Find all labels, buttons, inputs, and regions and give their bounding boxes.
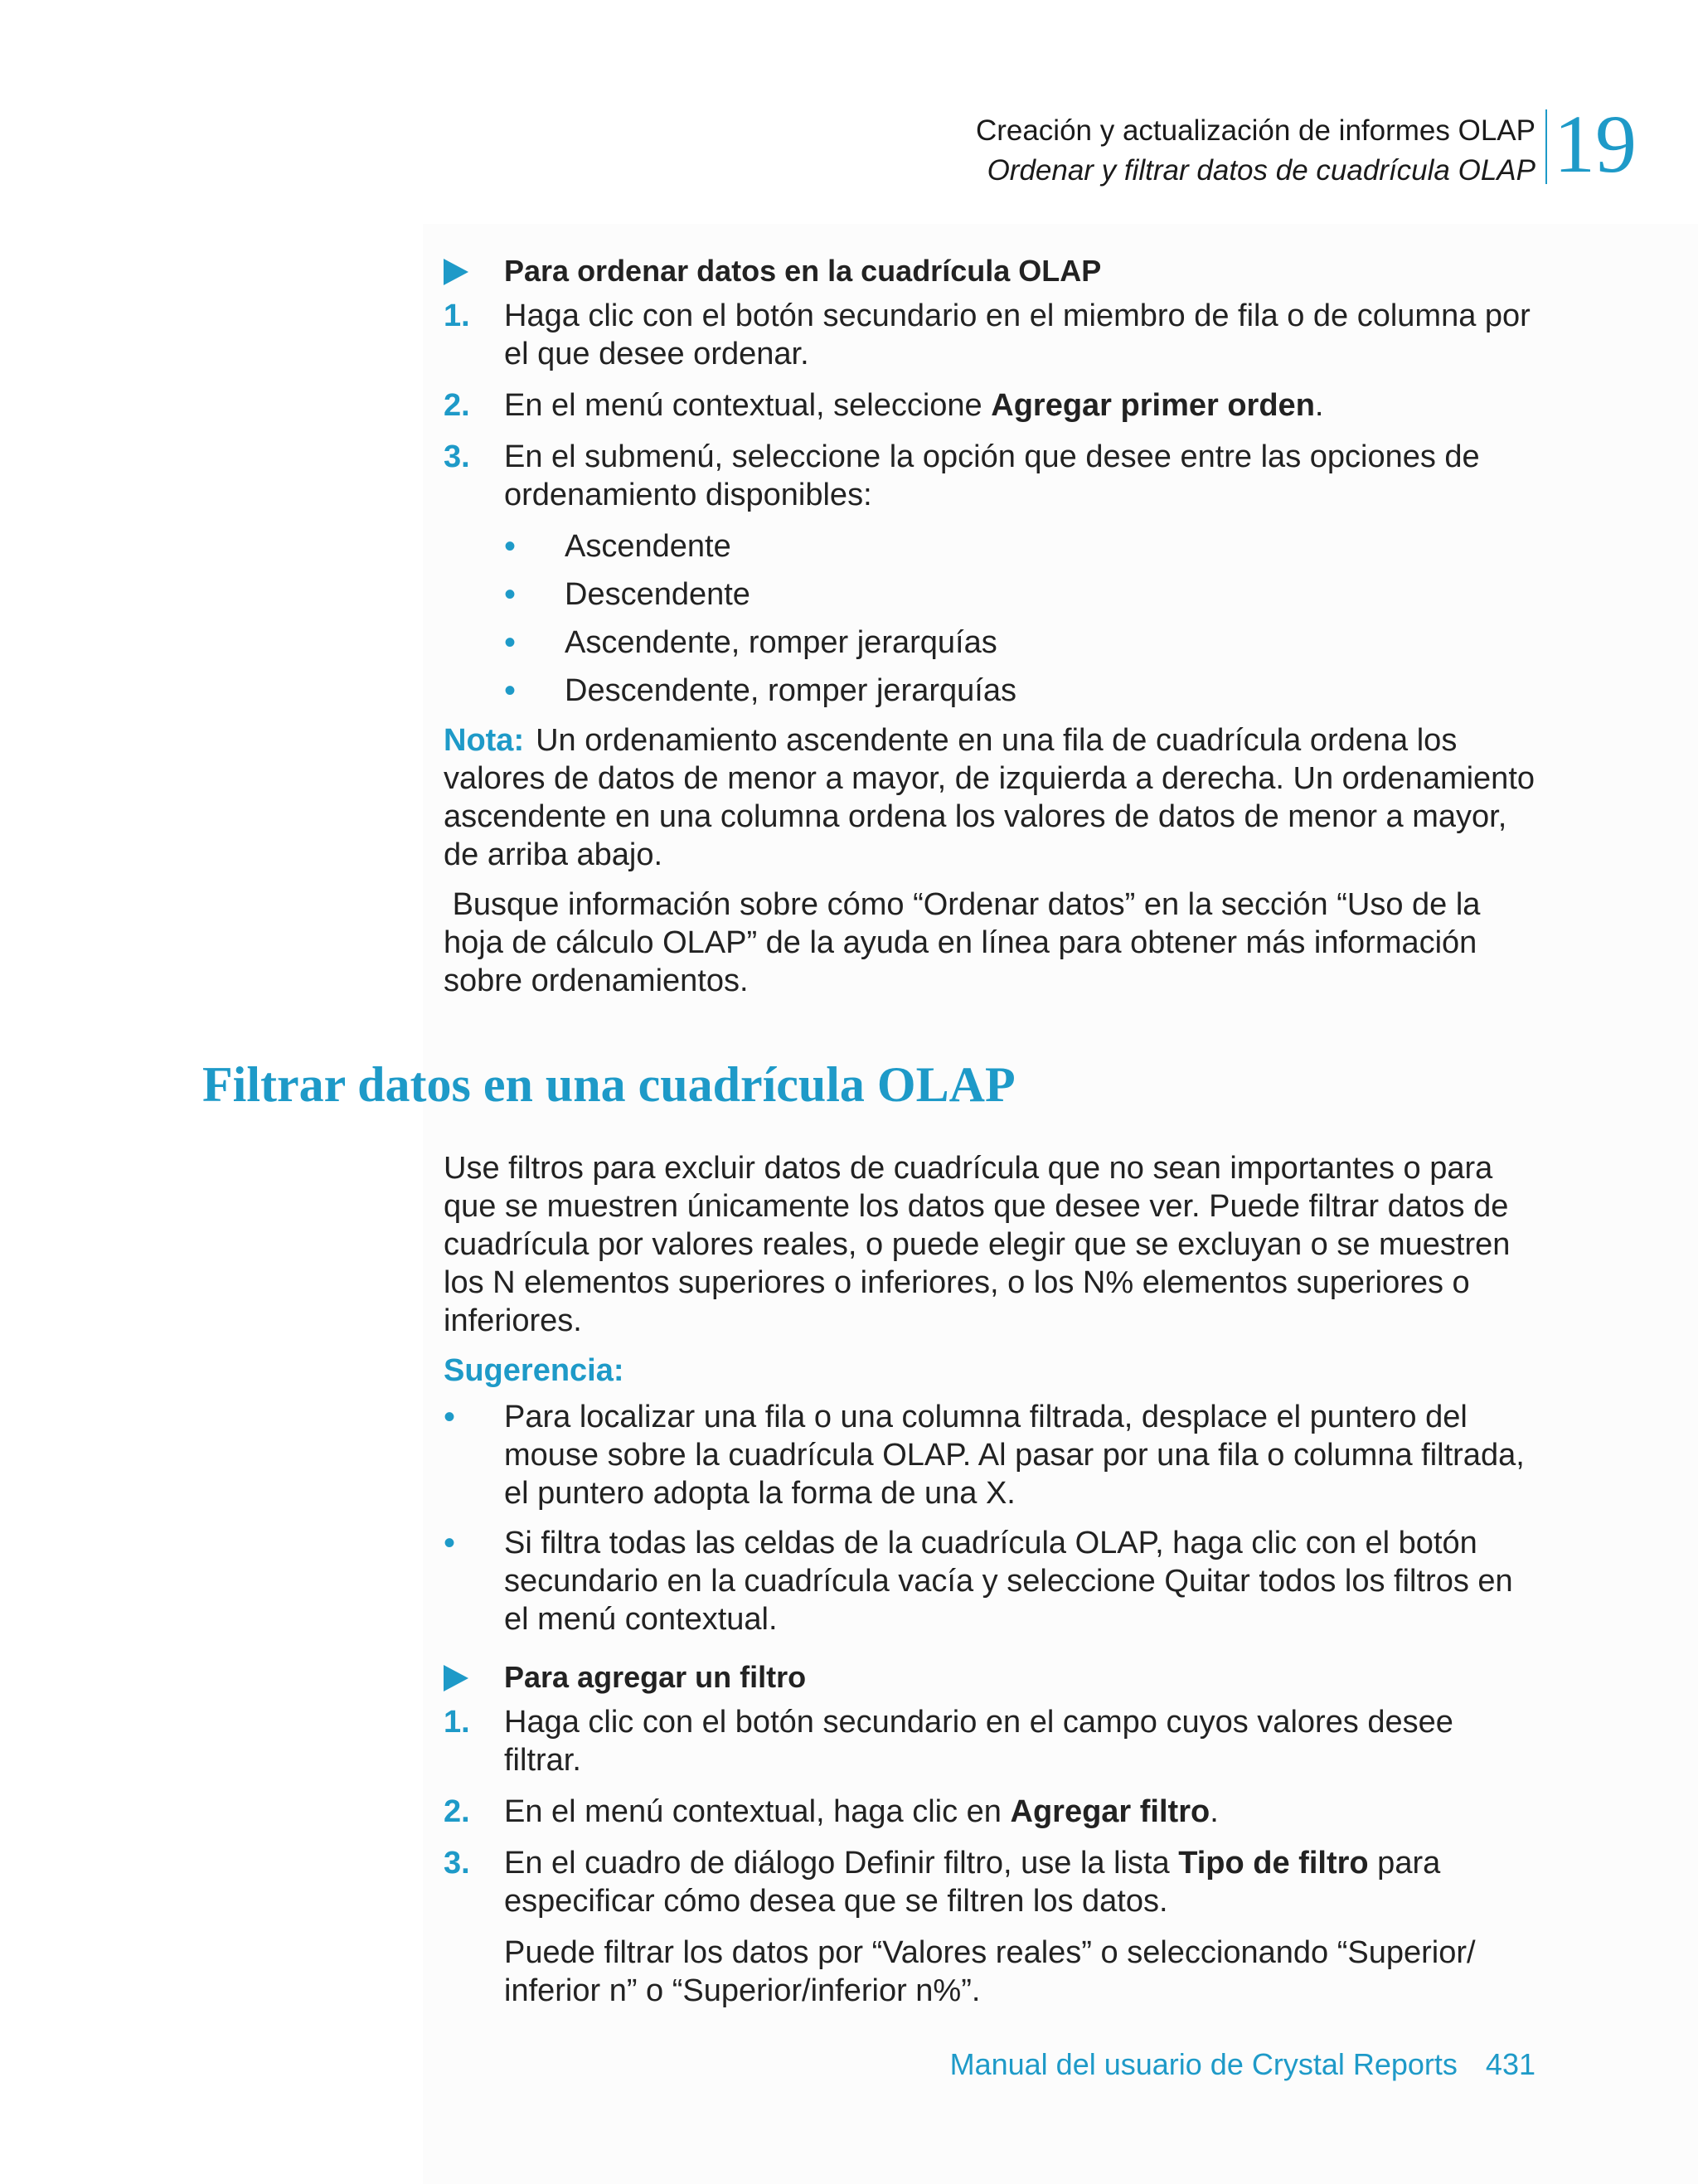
step-text: En el submenú, seleccione la opción que desee entre las opciones de ordenamiento disponibles: bbox=[504, 439, 1480, 512]
bullet-icon: • bbox=[504, 528, 517, 565]
bullet-icon: • bbox=[444, 1525, 456, 1561]
sort-step-1 bbox=[444, 297, 1538, 373]
list-item bbox=[504, 527, 1538, 565]
filter-step-1 bbox=[444, 1703, 1538, 1779]
reference-paragraph: Busque información sobre cómo “Ordenar datos” en la sección “Uso de la hoja de cálculo OLAP” de la ayuda en línea para obtener más información sobre ordenamientos. bbox=[444, 887, 1489, 998]
list-item-text: Descendente, romper jerarquías bbox=[565, 673, 1016, 708]
list-item bbox=[504, 624, 1538, 662]
chapter-number: 19 bbox=[1554, 98, 1637, 190]
procedure-heading-sort bbox=[444, 252, 1538, 290]
step-continuation: Puede filtrar los datos por “Valores reales” o seleccionando “Superior/ inferior n” o “Superior/inferior n%”. bbox=[504, 1935, 1476, 2008]
procedure-heading-text: Para agregar un filtro bbox=[504, 1660, 807, 1694]
sort-step-3 bbox=[444, 438, 1538, 514]
upper-content bbox=[444, 252, 1538, 1012]
step-number: 2. bbox=[444, 1794, 470, 1829]
bullet-icon: • bbox=[504, 576, 517, 613]
list-item-text: Si filtra todas las celdas de la cuadrícula OLAP, haga clic con el botón secundario en la cuadrícula vacía y seleccione Quitar todos los filtros en el menú contextual. bbox=[504, 1526, 1513, 1637]
triangle-arrow-icon bbox=[444, 259, 468, 285]
step-number: 2. bbox=[444, 388, 470, 423]
list-item-text: Ascendente, romper jerarquías bbox=[565, 625, 997, 660]
step-number: 1. bbox=[444, 298, 470, 333]
list-item-text: Para localizar una fila o una columna filtrada, desplace el puntero del mouse sobre la cuadrícula OLAP. Al pasar por una fila o columna filtrada, el puntero adopta la forma de una X. bbox=[504, 1400, 1525, 1511]
triangle-arrow-icon bbox=[444, 1665, 468, 1691]
step-text-bold: Tipo de filtro bbox=[1178, 1846, 1369, 1881]
procedure-heading-text: Para ordenar datos en la cuadrícula OLAP bbox=[504, 254, 1102, 288]
tips-list bbox=[444, 1398, 1538, 1638]
step-text-end: para especificar cómo desea que se filtren los datos. bbox=[504, 1846, 1441, 1919]
list-item-text: Ascendente bbox=[565, 529, 731, 564]
page-footer bbox=[950, 2046, 1535, 2083]
tip-label: Sugerencia: bbox=[444, 1353, 624, 1388]
filter-step-3 bbox=[444, 1844, 1538, 1920]
step-text-end: . bbox=[1314, 388, 1324, 423]
section-subtitle: Ordenar y filtrar datos de cuadrícula OLAP bbox=[987, 154, 1535, 187]
step-text: En el menú contextual, seleccione bbox=[504, 388, 992, 423]
step-text: Haga clic con el botón secundario en el campo cuyos valores desee filtrar. bbox=[504, 1705, 1453, 1778]
sort-options-list bbox=[504, 527, 1538, 710]
note-label: Nota: bbox=[444, 723, 525, 758]
list-item bbox=[504, 575, 1538, 614]
step-number: 3. bbox=[444, 439, 470, 474]
step-text-end: . bbox=[1210, 1794, 1219, 1829]
bullet-icon: • bbox=[504, 624, 517, 661]
step-text: En el menú contextual, haga clic en bbox=[504, 1794, 1011, 1829]
filter-intro: Use filtros para excluir datos de cuadrícula que no sean importantes o para que se muestren únicamente los datos que desee ver. Puede filtrar datos de cuadrícula por valores reales, o puede elegir que se excluyan o se muestren los N elementos superiores o inferiores, o los N% elementos superiores o inferiores. bbox=[444, 1151, 1511, 1338]
chapter-title: Creación y actualización de informes OLAP bbox=[975, 114, 1535, 147]
step-text-bold: Agregar filtro bbox=[1010, 1794, 1210, 1829]
filter-step-2 bbox=[444, 1793, 1538, 1831]
note-text: Un ordenamiento ascendente en una fila de cuadrícula ordena los valores de datos de menor a mayor, de izquierda a derecha. Un ordenamiento ascendente en una columna ordena los valores de datos de menor a mayor, de arriba abajo. bbox=[444, 723, 1535, 872]
step-text: En el cuadro de diálogo Definir filtro, use la lista bbox=[504, 1846, 1179, 1881]
step-number: 3. bbox=[444, 1846, 470, 1881]
header-divider bbox=[1545, 109, 1547, 184]
list-item bbox=[504, 672, 1538, 710]
section-title: Filtrar datos en una cuadrícula OLAP bbox=[202, 1057, 1016, 1112]
manual-title: Manual del usuario de Crystal Reports bbox=[949, 2047, 1458, 2081]
list-item bbox=[444, 1524, 1538, 1638]
step-number: 1. bbox=[444, 1705, 470, 1740]
bullet-icon: • bbox=[504, 672, 517, 709]
procedure-heading-filter bbox=[444, 1658, 1538, 1696]
list-item-text: Descendente bbox=[565, 577, 750, 612]
running-header bbox=[976, 111, 1535, 191]
step-text-bold: Agregar primer orden bbox=[991, 388, 1315, 423]
page-number: 431 bbox=[1485, 2047, 1535, 2081]
sort-step-2 bbox=[444, 386, 1538, 425]
bullet-icon: • bbox=[444, 1399, 456, 1435]
list-item bbox=[444, 1398, 1538, 1512]
lower-content bbox=[444, 1149, 1538, 2023]
note bbox=[444, 721, 1538, 874]
step-text: Haga clic con el botón secundario en el miembro de fila o de columna por el que desee ordenar. bbox=[504, 298, 1531, 371]
